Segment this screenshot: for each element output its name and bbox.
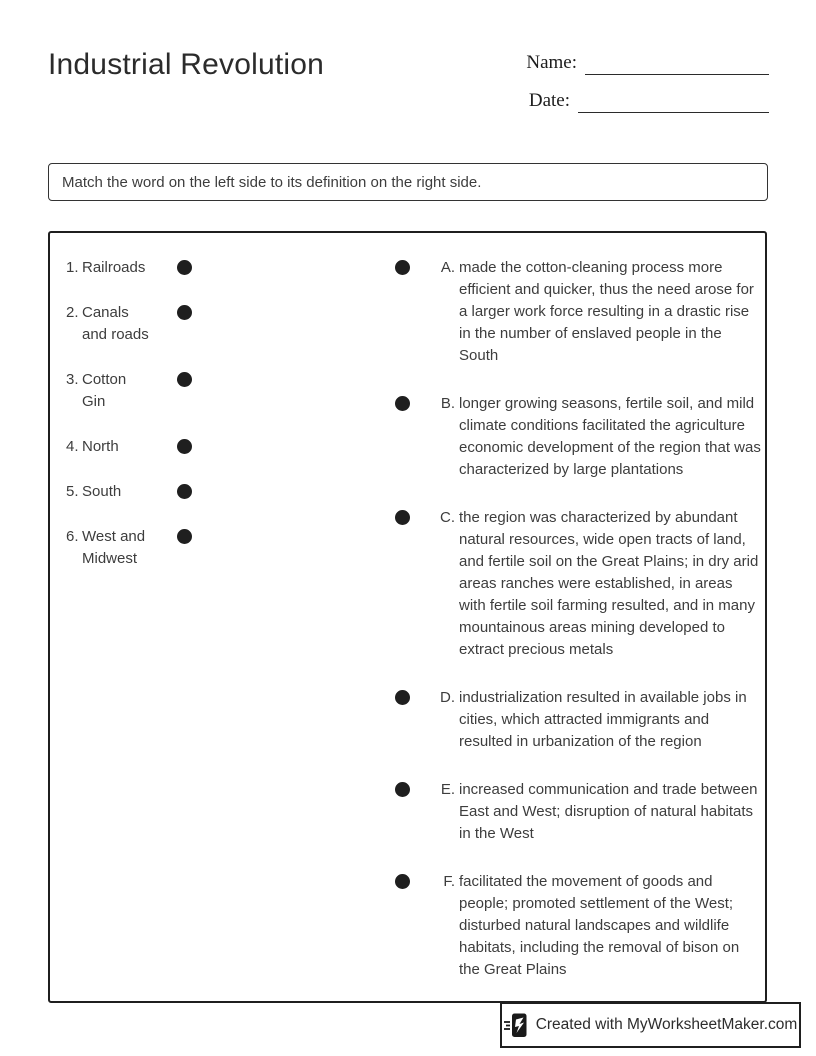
word-number: 1.: [66, 259, 79, 276]
footer-credit-box: [500, 1002, 801, 1048]
name-label: Name:: [526, 52, 577, 73]
definition-item: [395, 687, 765, 753]
definition-letter: D.: [440, 689, 455, 706]
footer-credit-text: Created with MyWorksheetMaker.com: [535, 1016, 798, 1033]
definition-letter: C.: [440, 509, 455, 526]
definition-text: industrialization resulted in available jobs in cities, which attracted immigrants and resulted in urbanization of the region: [459, 689, 747, 750]
word-label: North: [82, 438, 119, 455]
word-number: 2.: [66, 304, 79, 321]
definition-match-dot[interactable]: [395, 260, 410, 275]
definition-match-dot[interactable]: [395, 874, 410, 889]
definition-text: the region was characterized by abundant natural resources, wide open tracts of land, and fertile soil on the Great Plains; in dry arid areas ranches were established, in areas with fertile soil farming resulted, and in many mountainous areas mining developed to extract precious metals: [459, 509, 759, 658]
word-label: Canals and roads: [82, 304, 149, 343]
definition-list: [395, 257, 765, 1001]
word-label: West and Midwest: [82, 528, 146, 567]
definition-match-dot[interactable]: [395, 690, 410, 705]
definition-item: [395, 507, 765, 661]
name-input-line[interactable]: [585, 74, 769, 75]
word-item: [66, 369, 395, 413]
definition-letter: F.: [443, 873, 455, 890]
myworksheetmaker-logo-icon: [504, 1012, 528, 1039]
definition-match-dot[interactable]: [395, 510, 410, 525]
word-number: 6.: [66, 528, 79, 545]
instructions-box: [48, 163, 768, 201]
definition-item: [395, 257, 765, 367]
word-list: [66, 257, 395, 1001]
definition-text: made the cotton-cleaning process more efficient and quicker, thus the need arose for a larger work force resulting in a drastic rise in the number of enslaved people in the South: [459, 259, 754, 364]
word-item: [66, 302, 395, 346]
matching-area: [48, 231, 767, 1003]
word-number: 4.: [66, 438, 79, 455]
word-number: 3.: [66, 371, 79, 388]
word-match-dot[interactable]: [177, 439, 192, 454]
instructions-text: Match the word on the left side to its definition on the right side.: [62, 173, 482, 191]
definition-letter: A.: [440, 259, 455, 276]
definition-item: [395, 871, 765, 981]
word-match-dot[interactable]: [177, 305, 192, 320]
page-title: Industrial Revolution: [48, 48, 325, 81]
word-item: [66, 436, 395, 458]
definition-item: [395, 393, 765, 481]
definition-item: [395, 779, 765, 845]
definition-letter: B.: [440, 395, 455, 412]
definition-text: facilitated the movement of goods and people; promoted settlement of the West; disturbed natural landscapes and wildlife habitats, including the removal of bison on the Great Plains: [459, 873, 740, 978]
word-match-dot[interactable]: [177, 484, 192, 499]
definition-text: increased communication and trade between East and West; disruption of natural habitats in the West: [459, 781, 758, 842]
name-row: [526, 52, 769, 74]
word-item: [66, 481, 395, 503]
word-match-dot[interactable]: [177, 372, 192, 387]
date-row: [526, 90, 769, 112]
word-label: South: [82, 483, 122, 500]
definition-letter: E.: [440, 781, 455, 798]
word-label: Cotton Gin: [82, 371, 127, 410]
date-input-line[interactable]: [578, 112, 769, 113]
word-item: [66, 526, 395, 570]
definition-match-dot[interactable]: [395, 782, 410, 797]
word-match-dot[interactable]: [177, 529, 192, 544]
word-item: [66, 257, 395, 279]
word-number: 5.: [66, 483, 79, 500]
date-label: Date:: [528, 90, 570, 111]
word-label: Railroads: [82, 259, 146, 276]
definition-text: longer growing seasons, fertile soil, and mild climate conditions facilitated the agriculture economic development of the region that was characterized by large plantations: [459, 395, 761, 478]
definition-match-dot[interactable]: [395, 396, 410, 411]
word-match-dot[interactable]: [177, 260, 192, 275]
name-date-block: [526, 52, 769, 128]
